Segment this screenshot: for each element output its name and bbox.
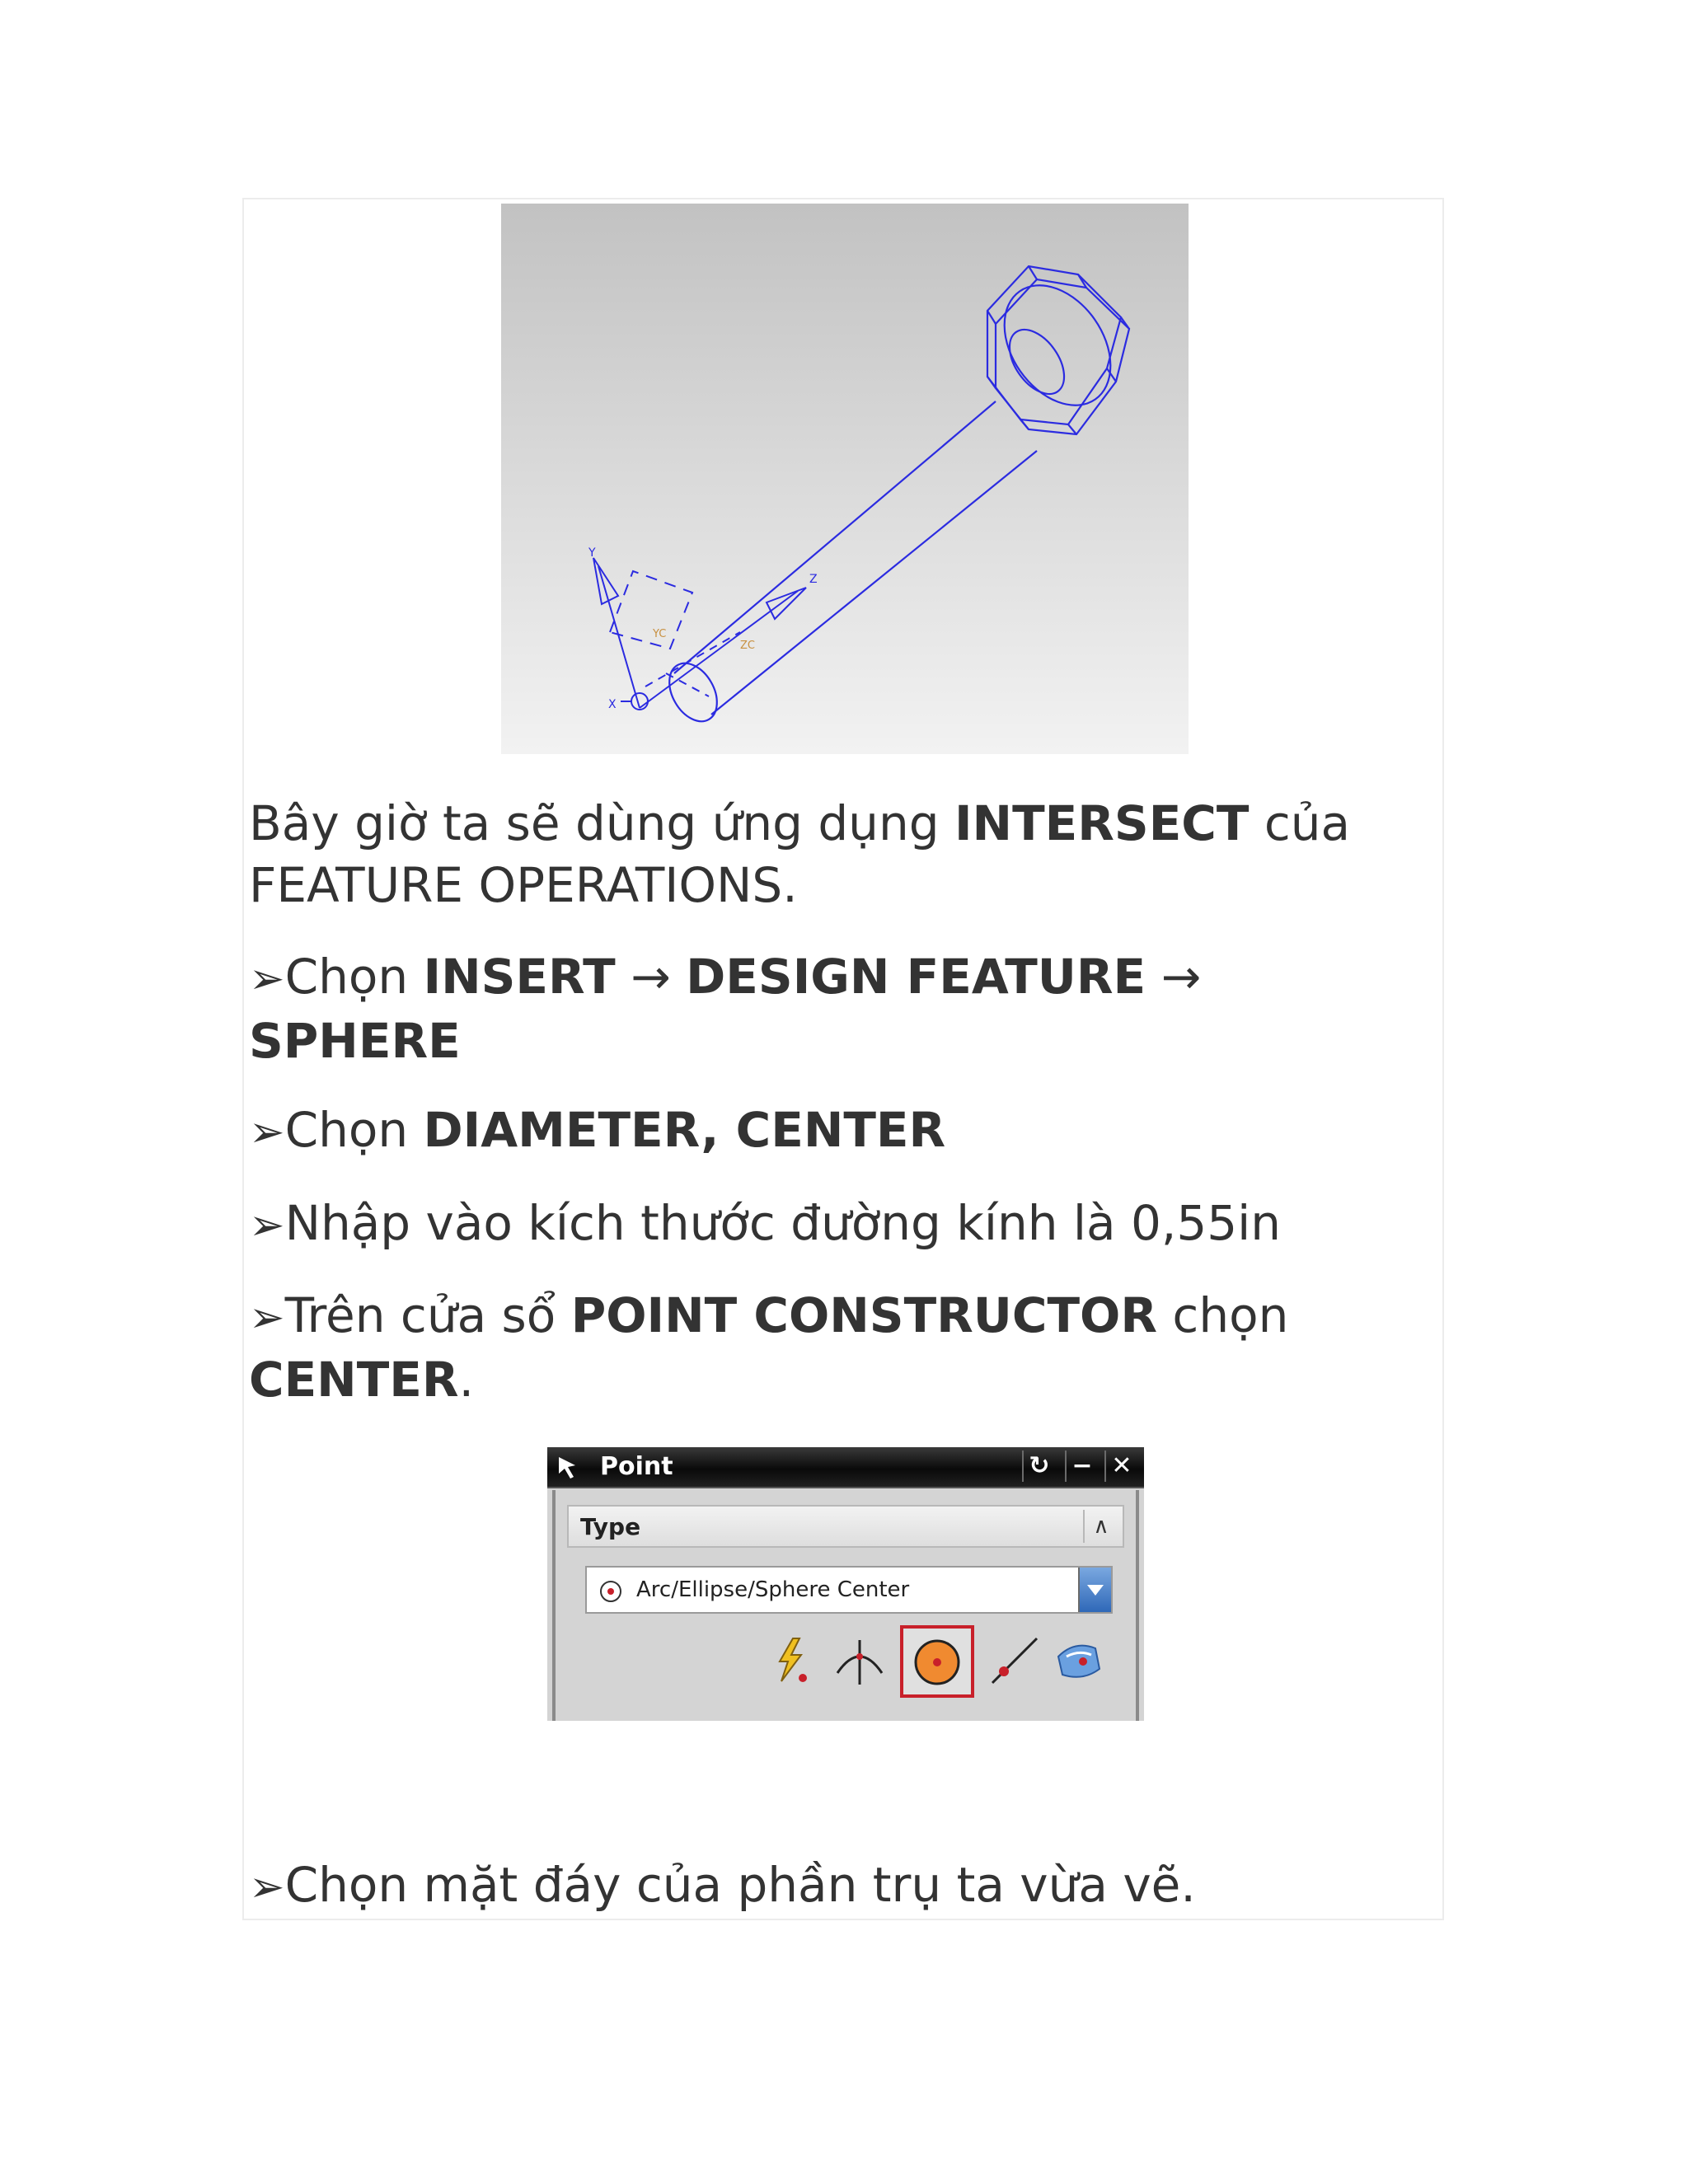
p2-arrow-1: → xyxy=(615,949,687,1005)
type-dropdown-value: Arc/Ellipse/Sphere Center xyxy=(636,1577,910,1602)
label-zc: ZC xyxy=(740,640,755,652)
p1-text-1: Bây giờ ta sẽ dùng ứng dụng xyxy=(249,795,954,851)
close-icon[interactable]: ✕ xyxy=(1104,1451,1137,1482)
paragraph-step-select-face xyxy=(249,1854,1436,1919)
collapse-chevron-up-icon[interactable]: ∧ xyxy=(1083,1510,1118,1543)
p3-bold-diameter-center: DIAMETER, CENTER xyxy=(423,1102,946,1158)
axis-label-x: X xyxy=(608,698,617,711)
inferred-point-icon[interactable] xyxy=(762,1632,819,1690)
p2-text-1: Chọn xyxy=(284,949,424,1005)
intersection-point-icon[interactable] xyxy=(831,1632,889,1690)
paragraph-step-point-constructor xyxy=(249,1285,1436,1411)
paragraph-step-diameter-center xyxy=(249,1099,1436,1164)
reset-icon[interactable]: ↻ xyxy=(1022,1451,1055,1482)
type-section-header[interactable] xyxy=(567,1505,1124,1548)
arc-center-small-icon xyxy=(598,1579,623,1604)
p6-text-1: Chọn mặt đáy của phần trụ ta vừa vẽ. xyxy=(284,1857,1196,1913)
bullet-arrow-icon: ➢ xyxy=(249,1863,285,1912)
type-section-label: Type xyxy=(580,1513,641,1540)
type-dropdown[interactable] xyxy=(585,1566,1113,1614)
dialog-body xyxy=(552,1490,1139,1721)
p5-bold-center: CENTER xyxy=(249,1352,459,1408)
label-yc: YC xyxy=(653,628,667,640)
p5-text-3: . xyxy=(458,1352,475,1408)
p2-arrow-2: → xyxy=(1146,949,1202,1005)
axis-label-y: Y xyxy=(588,546,596,560)
bullet-arrow-icon: ➢ xyxy=(249,1293,285,1343)
paragraph-intersect-intro xyxy=(249,793,1436,916)
point-on-face-icon[interactable] xyxy=(1050,1632,1108,1690)
point-on-curve-icon[interactable] xyxy=(986,1632,1043,1690)
p2-bold-sphere: SPHERE xyxy=(249,1013,461,1069)
p4-text-1: Nhập vào kích thước đường kính là 0,55in xyxy=(284,1195,1282,1251)
paragraph-step-enter-diameter xyxy=(249,1193,1436,1257)
dialog-titlebar xyxy=(547,1447,1144,1488)
dialog-title: Point xyxy=(600,1452,673,1481)
p2-bold-insert: INSERT xyxy=(423,949,616,1005)
p1-text-2: của FEATURE OPERATIONS. xyxy=(249,795,1351,913)
p1-bold-intersect: INTERSECT xyxy=(954,795,1250,851)
dropdown-arrow-button[interactable] xyxy=(1078,1568,1111,1612)
arc-center-icon xyxy=(908,1633,966,1691)
cad-wireframe-view xyxy=(501,204,1189,754)
arc-center-tool-selected[interactable] xyxy=(900,1625,974,1698)
p2-bold-design-feature: DESIGN FEATURE xyxy=(686,949,1146,1005)
chevron-down-icon xyxy=(1083,1577,1108,1602)
p5-text-2: chọn xyxy=(1157,1287,1289,1343)
bullet-arrow-icon: ➢ xyxy=(249,1108,285,1157)
p3-text-1: Chọn xyxy=(284,1102,424,1158)
axis-label-z: Z xyxy=(809,573,818,586)
paragraph-step-insert-sphere xyxy=(249,946,1436,1072)
minimize-icon[interactable]: − xyxy=(1065,1451,1098,1482)
point-dialog xyxy=(547,1447,1144,1721)
bullet-arrow-icon: ➢ xyxy=(249,954,285,1004)
p5-bold-point-constructor: POINT CONSTRUCTOR xyxy=(570,1287,1157,1343)
bullet-arrow-icon: ➢ xyxy=(249,1201,285,1250)
cursor-arrow-icon xyxy=(556,1454,584,1480)
p5-text-1: Trên cửa sổ xyxy=(284,1287,571,1343)
